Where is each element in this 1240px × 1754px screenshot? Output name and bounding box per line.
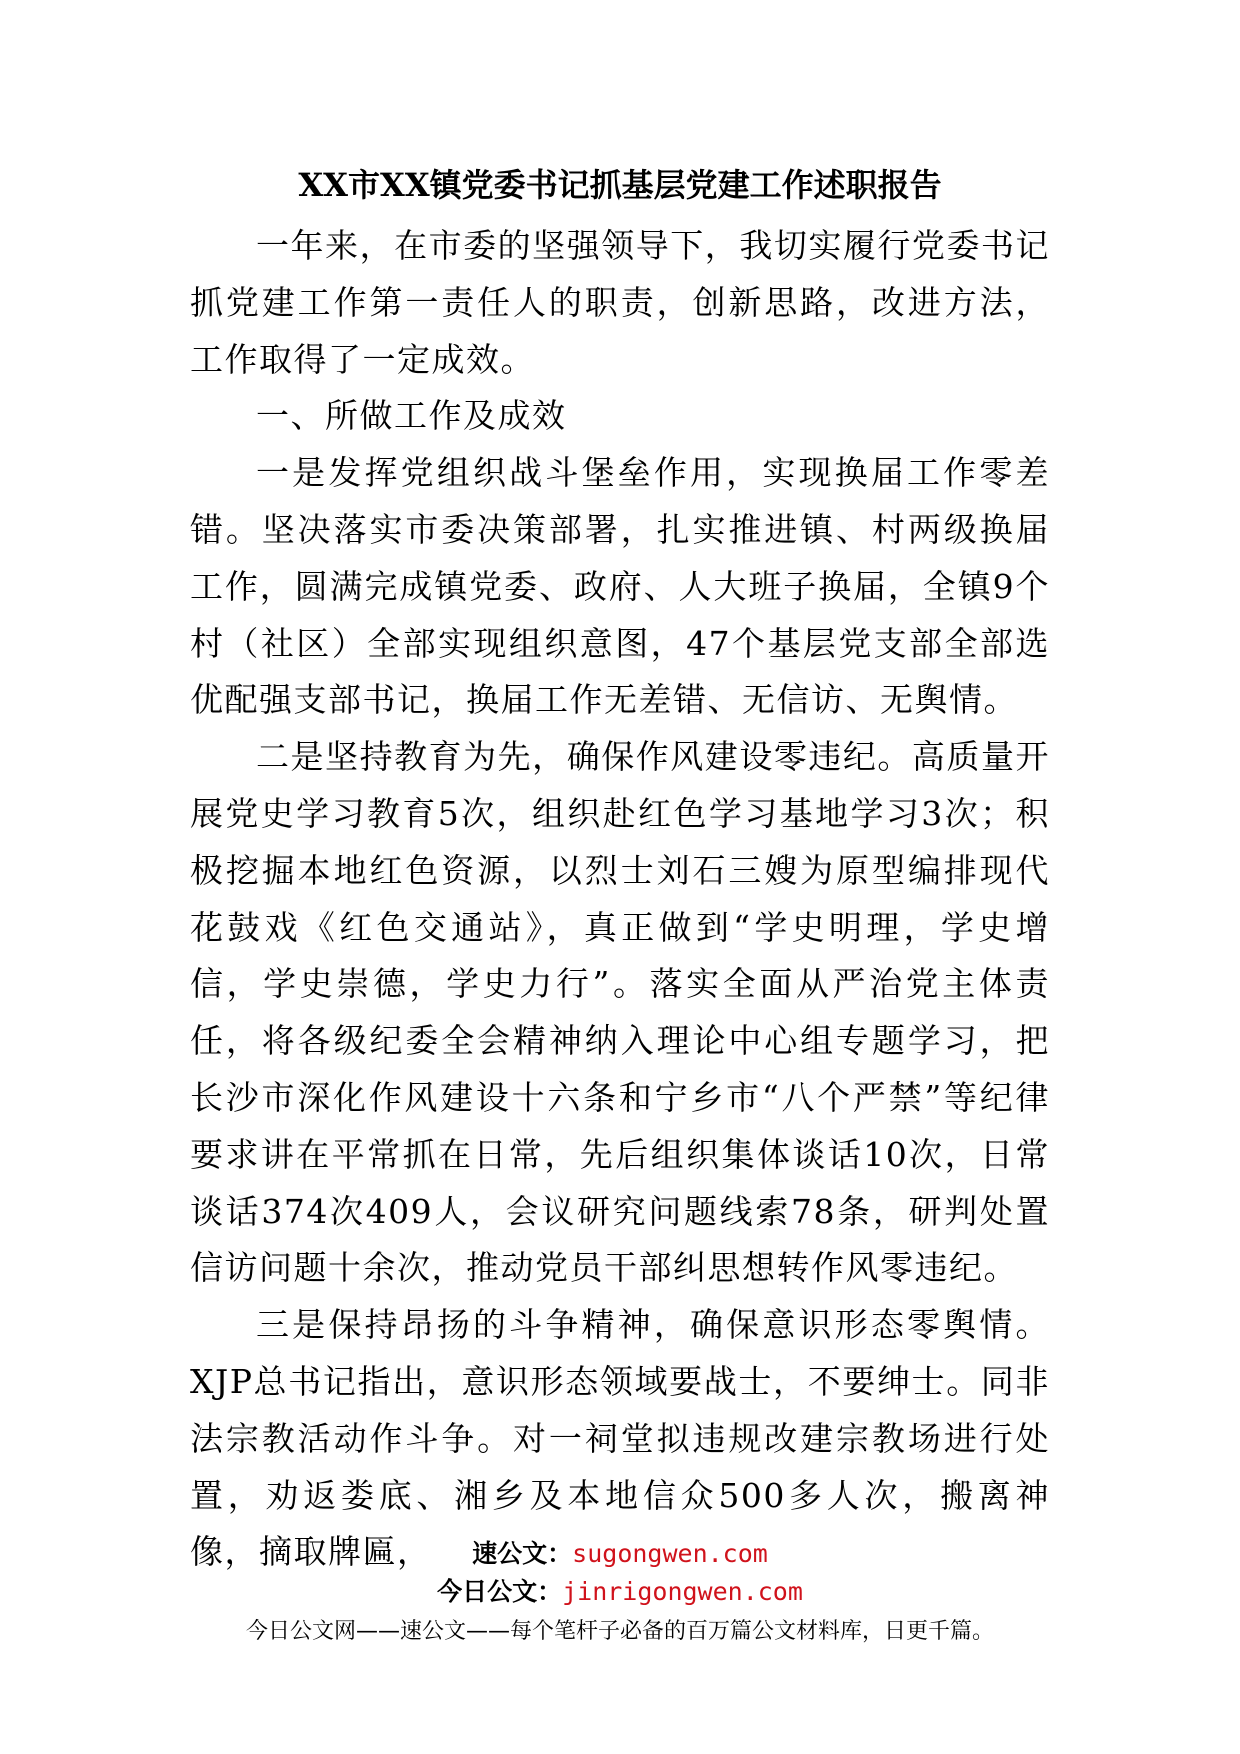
section-heading: 一、所做工作及成效 [256,396,567,436]
paragraph-item-2: 二是坚持教育为先，确保作风建设零违纪。高质量开展党史学习教育5次，组织赴红色学习基地学习3次；积极挖掘本地红色资源，以烈士刘石三嫂为原型编排现代花鼓戏《红色交通站》，真正做到“学史明理，学史增信，学史崇德，学史力行”。落实全面从严治党主体责任，将各级纪委全会精神纳入理论中心组专题学习，把长沙市深化作风建设十六条和宁乡市“八个严禁”等纪律要求讲在平常抓在日常，先后组织集体谈话10次，日常谈话374次409人，会议研究问题线索78条，研判处置信访问题十余次，推动党员干部纠思想转作风零违纪。 [190,737,1050,1288]
footer-watermark [0,1535,1240,1651]
footer-link-jinrigongwen[interactable]: jinrigongwen.com [562,1577,803,1606]
paragraph-item-1: 一是发挥党组织战斗堡垒作用，实现换届工作零差错。坚决落实市委决策部署，扎实推进镇、村两级换届工作，圆满完成镇党委、政府、人大班子换届，全镇9个村（社区）全部实现组织意图，47个基层党支部全部选优配强支部书记，换届工作无差错、无信访、无舆情。 [190,453,1050,720]
paragraph-item-3: 三是保持昂扬的斗争精神，确保意识形态零舆情。XJP总书记指出，意识形态领域要战士，不要绅士。同非法宗教活动作斗争。对一祠堂拟违规改建宗教场进行处置，劝返娄底、湘乡及本地信众500多人次，搬离神像，摘取牌匾， [190,1305,1050,1572]
document-title: XX市XX镇党委书记抓基层党建工作述职报告 [298,166,942,204]
document-body [190,218,1050,1581]
footer-line-jinrigongwen [0,1573,1240,1611]
footer-line-sugongwen [0,1535,1240,1573]
footer-link-sugongwen[interactable]: sugongwen.com [572,1539,768,1568]
paragraph-intro: 一年来，在市委的坚强领导下，我切实履行党委书记抓党建工作第一责任人的职责，创新思路，改进方法，工作取得了一定成效。 [190,226,1050,379]
footer-label-sugongwen: 速公文： [472,1539,573,1568]
footer-slogan: 今日公文网——速公文——每个笔杆子必备的百万篇公文材料库，日更千篇。 [245,1619,994,1644]
footer-label-jinrigongwen: 今日公文： [437,1577,563,1606]
